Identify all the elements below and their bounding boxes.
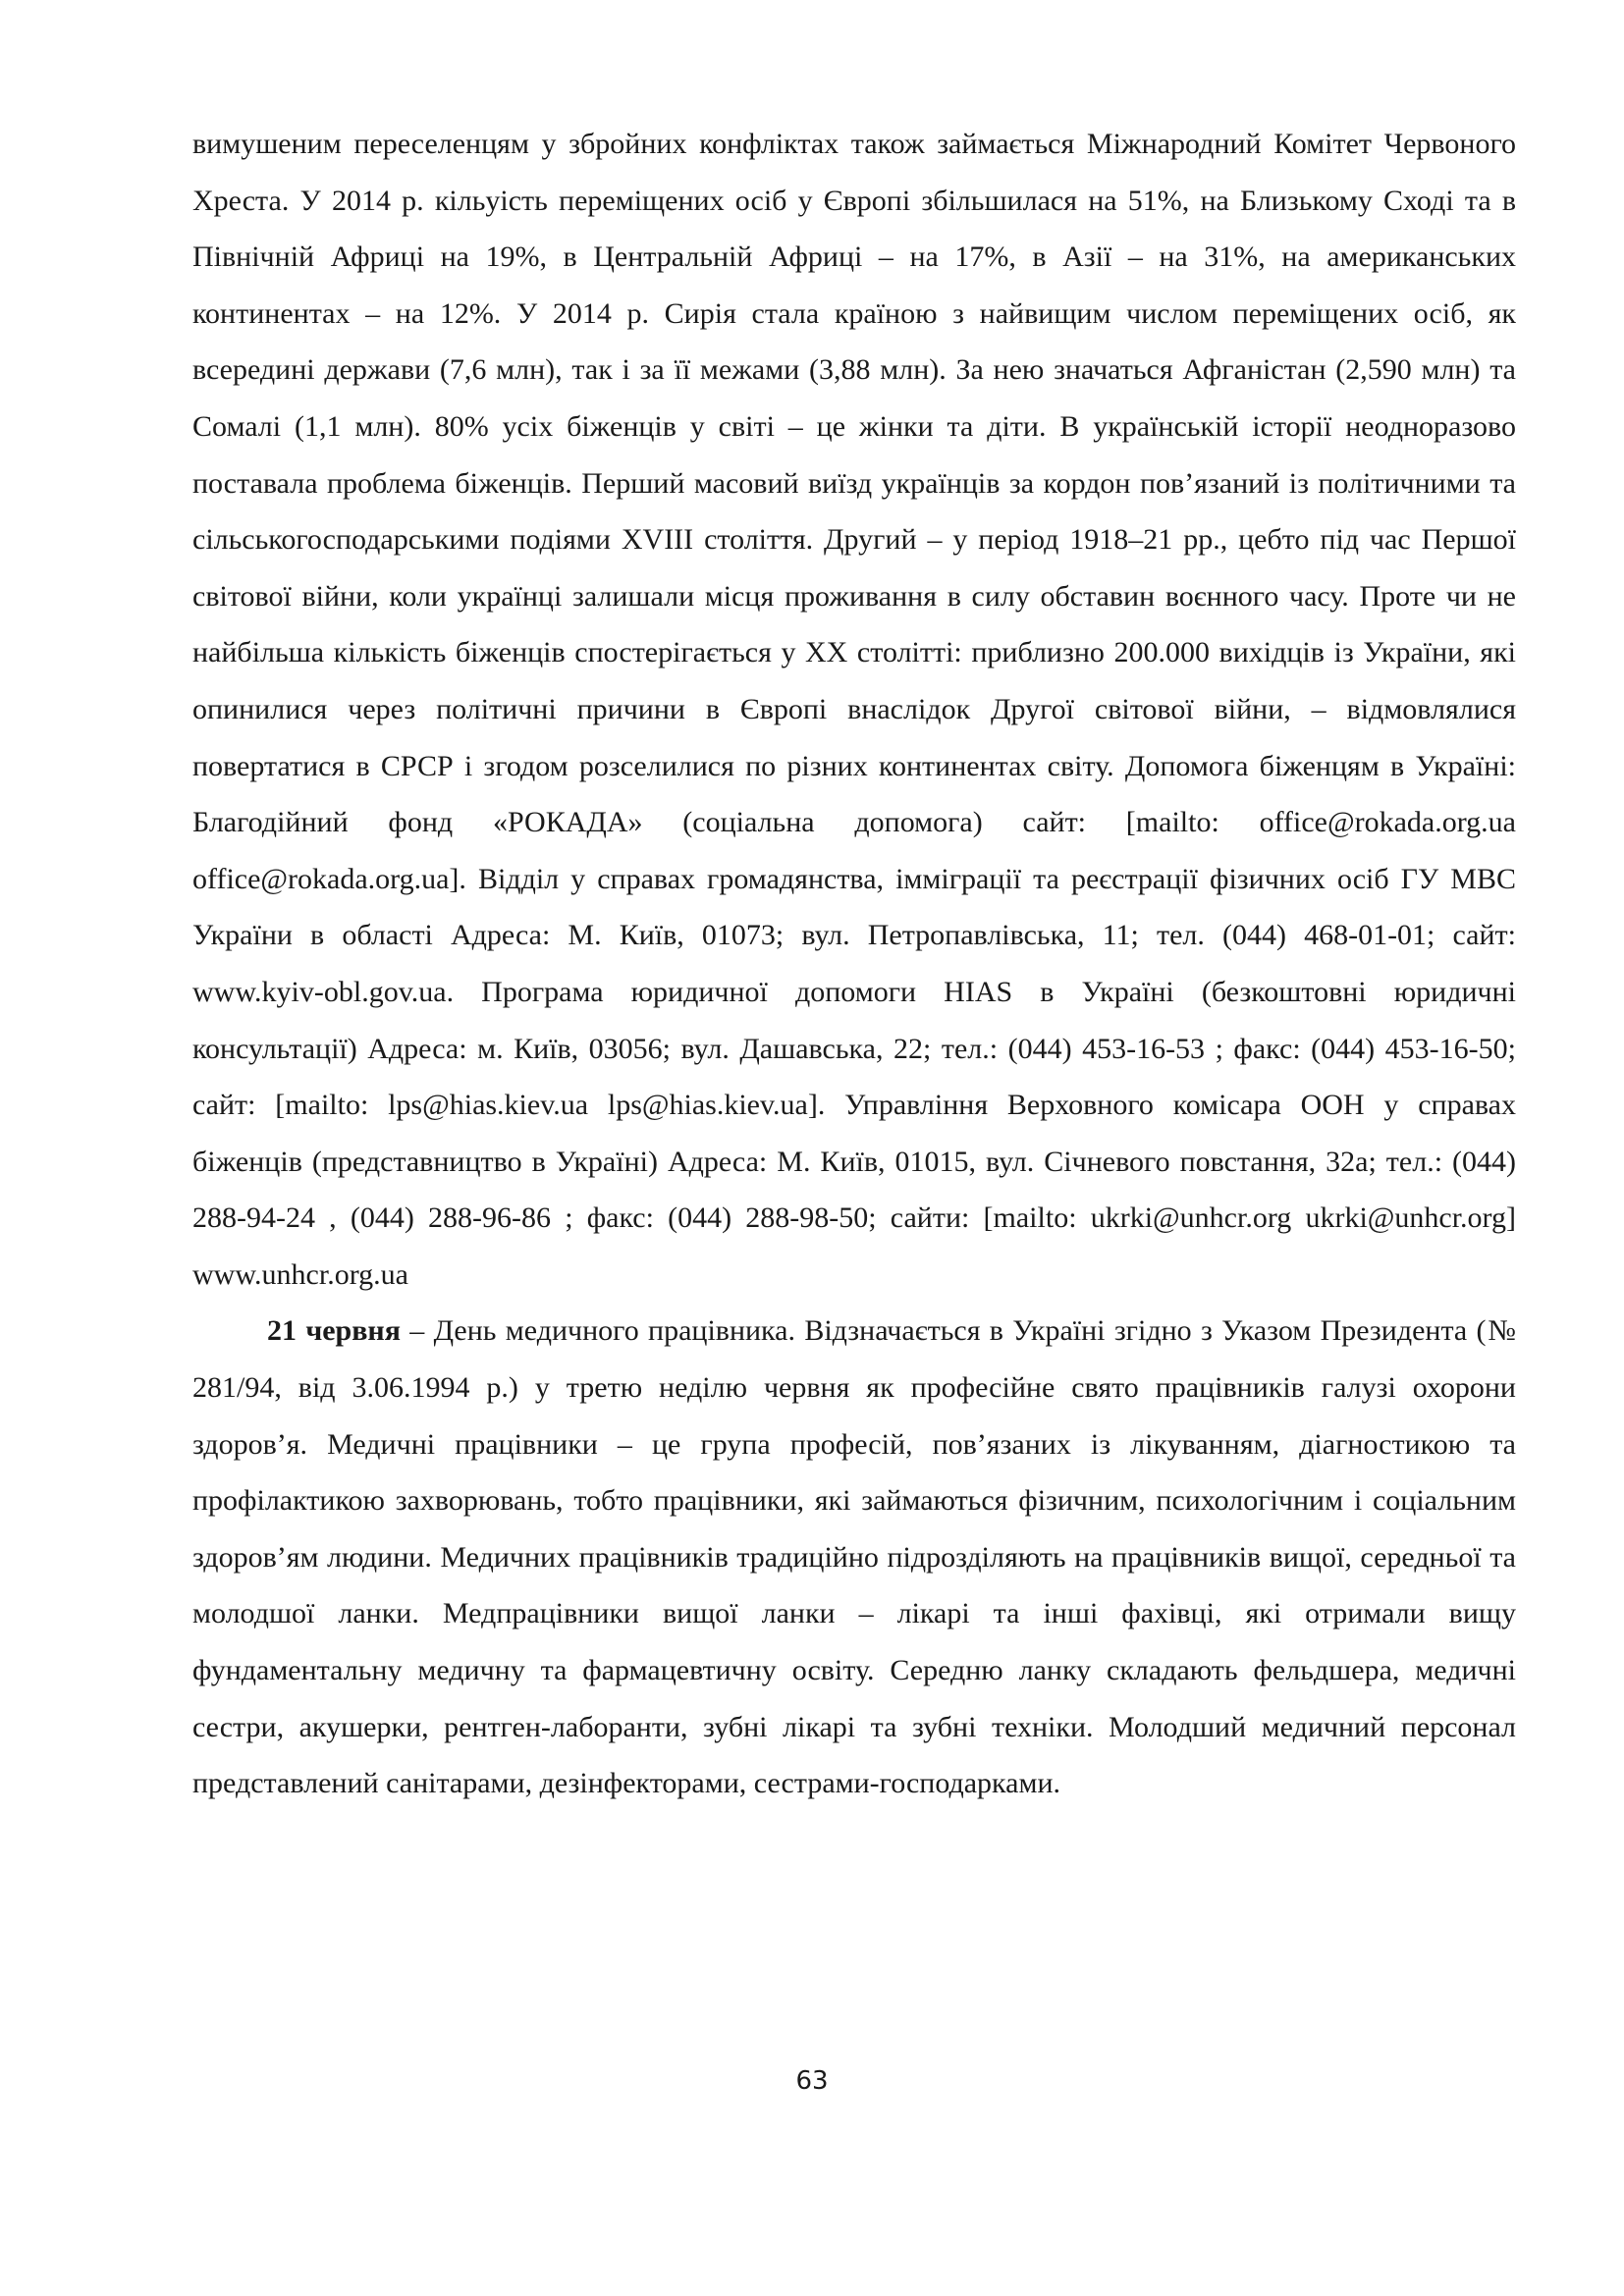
paragraph-refugees: вимушеним переселенцям у збройних конфліктах також займається Міжнародний Комітет Червоного Хреста. У 2014 р. кільуість переміщених осіб у Європі збільшилася на 51%, на Близькому Сході та в Північній Африці на 19%, в Центральній Африці – на 17%, в Азії – на 31%, на американських континентах – на 12%. У 2014 р. Сирія стала країною з найвищим числом переміщених осіб, як всередині держави (7,6 млн), так і за її межами (3,88 млн). За нею значаться Афганістан (2,590 млн) та Сомалі (1,1 млн). 80% усіх біженців у світі – це жінки та діти. В українській історії неодноразово поставала проблема біженців. Перший масовий виїзд українців за кордон пов’язаний із політичними та сільськогосподарськими подіями XVIII століття. Другий – у період 1918–21 рр., цебто під час Першої світової війни, коли українці залишали місця проживання в силу обставин воєнного часу. Проте чи не найбільша кількість біженців спостерігається у ХХ столітті: приблизно 200.000 вихідців із України, які опинилися через політичні причини в Європі внаслідок Другої світової війни, – відмовлялися повертатися в СРСР і згодом розселилися по різних континентах світу. Допомога біженцям в Україні: Благодійний фонд «РОКАДА» (соціальна допомога) сайт: [mailto: office@rokada.org.ua office@rokada.org.ua]. Відділ у справах громадянства, імміграції та реєстрації фізичних осіб ГУ МВС України в області Адреса: М. Київ, 01073; вул. Петропавлівська, 11; тел. (044) 468-01-01; сайт: www.kyiv-obl.gov.ua. Програма юридичної допомоги HIAS в Україні (безкоштовні юридичні консультації) Адреса: м. Київ, 03056; вул. Дашавська, 22; тел.: (044) 453-16-53 ; факс: (044) 453-16-50; сайт: [mailto: lps@hias.kiev.ua lps@hias.kiev.ua]. Управління Верховного комісара ООН у справах біженців (представництво в Україні) Адреса: М. Київ, 01015, вул. Січневого повстання, 32а; тел.: (044) 288-94-24 , (044) 288-96-86 ; факс: (044) 288-98-50; сайти: [mailto: ukrki@unhcr.org ukrki@unhcr.org] www.unhcr.org.ua — [192, 128, 1516, 1291]
paragraph-medical-day-text: – День медичного працівника. Відзначається в Україні згідно з Указом Президента (№ 281/94, від 3.06.1994 р.) у третю неділю червня як професійне свято працівників галузі охорони здоров’я. Медичні працівники – це група професій, пов’язаних із лікуванням, діагностикою та профілактикою захворювань, тобто працівники, які займаються фізичним, психологічним і соціальним здоров’ям людини. Медичних працівників традиційно підрозділяють на працівників вищої, середньої та молодшої ланки. Медпрацівники вищої ланки – лікарі та інші фахівці, які отримали вищу фундаментальну медичну та фармацевтичну освіту. Середню ланку складають фельдшера, медичні сестри, акушерки, рентген-лаборанти, зубні лікарі та зубні техніки. Молодший медичний персонал представлений санітарами, дезінфекторами, сестрами-господарками. — [192, 1314, 1516, 1800]
body-text — [192, 116, 1516, 1812]
date-heading: 21 червня — [267, 1314, 401, 1348]
paragraph-medical-day — [192, 1303, 1516, 1811]
page-number: 63 — [795, 2066, 829, 2096]
